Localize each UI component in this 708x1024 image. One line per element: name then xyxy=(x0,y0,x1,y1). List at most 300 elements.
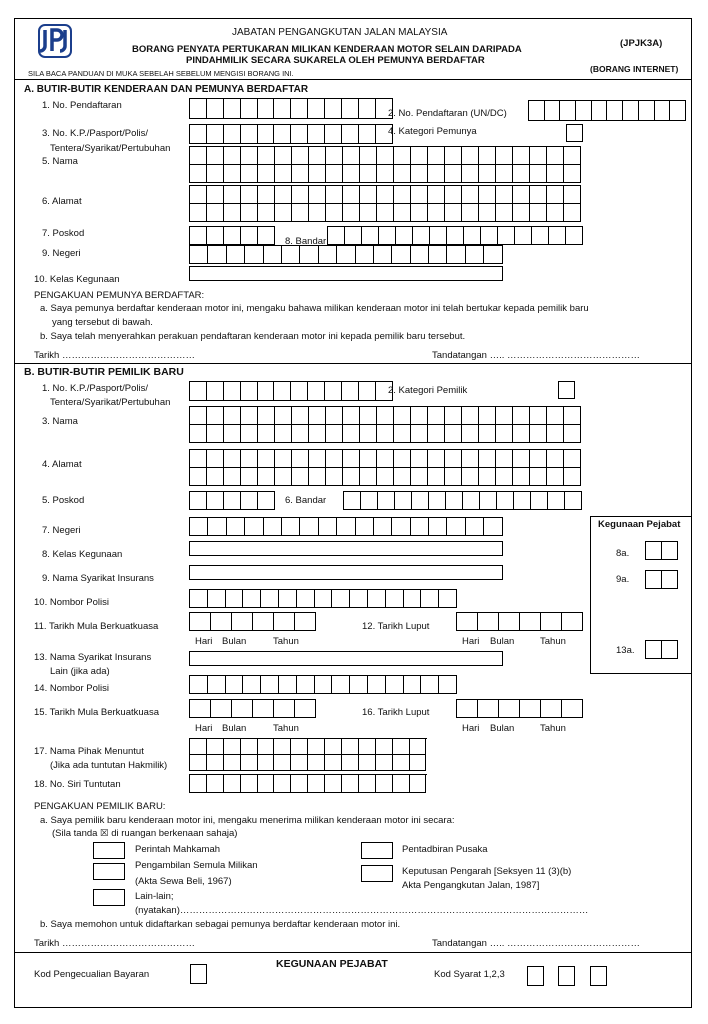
char-box[interactable] xyxy=(258,147,275,165)
char-box[interactable] xyxy=(562,613,583,631)
char-box[interactable] xyxy=(360,186,377,204)
char-box[interactable] xyxy=(315,590,333,608)
char-box[interactable] xyxy=(548,492,565,510)
char-box[interactable] xyxy=(479,186,496,204)
char-box[interactable] xyxy=(484,246,502,264)
field-owner-category[interactable] xyxy=(566,124,583,142)
char-box[interactable] xyxy=(646,542,662,560)
char-box[interactable] xyxy=(207,450,224,468)
char-box[interactable] xyxy=(207,492,224,510)
char-box[interactable] xyxy=(350,590,368,608)
char-box[interactable] xyxy=(428,147,445,165)
char-box[interactable] xyxy=(224,425,241,443)
char-box[interactable] xyxy=(190,518,208,536)
char-box[interactable] xyxy=(639,101,655,121)
char-box[interactable] xyxy=(394,468,411,486)
char-box[interactable] xyxy=(261,676,279,694)
char-box[interactable] xyxy=(275,204,292,222)
char-box[interactable] xyxy=(662,571,678,589)
char-box[interactable] xyxy=(520,613,541,631)
char-box[interactable] xyxy=(224,99,241,119)
char-box[interactable] xyxy=(342,99,359,119)
char-box[interactable] xyxy=(258,755,275,771)
char-box[interactable] xyxy=(241,204,258,222)
field-registration-un-dc[interactable] xyxy=(528,100,686,121)
char-box[interactable] xyxy=(332,676,350,694)
char-box[interactable] xyxy=(309,450,326,468)
char-box[interactable] xyxy=(261,590,279,608)
char-box[interactable] xyxy=(319,246,337,264)
char-box[interactable] xyxy=(308,755,325,771)
char-box[interactable] xyxy=(325,775,342,793)
char-box[interactable] xyxy=(328,227,345,245)
char-box[interactable] xyxy=(300,246,318,264)
char-box[interactable] xyxy=(457,613,478,631)
char-box[interactable] xyxy=(190,775,207,793)
char-box[interactable] xyxy=(564,186,581,204)
condition-code-box-3[interactable] xyxy=(590,966,607,986)
char-box[interactable] xyxy=(343,425,360,443)
char-box[interactable] xyxy=(207,125,224,144)
field-new-city[interactable] xyxy=(343,491,582,510)
char-box[interactable] xyxy=(190,425,207,443)
checkbox-court-order[interactable] xyxy=(93,842,125,859)
char-box[interactable] xyxy=(224,186,241,204)
char-box[interactable] xyxy=(309,468,326,486)
char-box[interactable] xyxy=(325,125,342,144)
char-box[interactable] xyxy=(428,165,445,183)
char-box[interactable] xyxy=(274,99,291,119)
char-box[interactable] xyxy=(274,125,291,144)
field-policy-number[interactable] xyxy=(189,589,457,608)
char-box[interactable] xyxy=(275,407,292,425)
char-box[interactable] xyxy=(428,450,445,468)
char-box[interactable] xyxy=(445,147,462,165)
char-box[interactable] xyxy=(241,775,258,793)
char-box[interactable] xyxy=(360,425,377,443)
char-box[interactable] xyxy=(421,676,439,694)
char-box[interactable] xyxy=(479,425,496,443)
char-box[interactable] xyxy=(411,186,428,204)
char-box[interactable] xyxy=(258,739,275,755)
field-new-postcode[interactable] xyxy=(189,491,275,510)
char-box[interactable] xyxy=(295,700,316,718)
char-box[interactable] xyxy=(547,147,564,165)
field-other-expiry-date[interactable] xyxy=(456,699,583,718)
char-box[interactable] xyxy=(326,165,343,183)
char-box[interactable] xyxy=(207,99,224,119)
char-box[interactable] xyxy=(208,518,226,536)
char-box[interactable] xyxy=(530,425,547,443)
char-box[interactable] xyxy=(530,468,547,486)
char-box[interactable] xyxy=(325,99,342,119)
char-box[interactable] xyxy=(496,147,513,165)
char-box[interactable] xyxy=(466,518,484,536)
char-box[interactable] xyxy=(447,227,464,245)
char-box[interactable] xyxy=(343,165,360,183)
char-box[interactable] xyxy=(376,755,393,771)
char-box[interactable] xyxy=(462,204,479,222)
char-box[interactable] xyxy=(342,755,359,771)
char-box[interactable] xyxy=(411,450,428,468)
checkbox-estate-administration[interactable] xyxy=(361,842,393,859)
char-box[interactable] xyxy=(326,450,343,468)
char-box[interactable] xyxy=(207,204,224,222)
char-box[interactable] xyxy=(411,518,429,536)
char-box[interactable] xyxy=(532,227,549,245)
char-box[interactable] xyxy=(411,165,428,183)
char-box[interactable] xyxy=(479,407,496,425)
field-new-state[interactable] xyxy=(189,517,503,536)
field-expiry-date[interactable] xyxy=(456,612,583,631)
char-box[interactable] xyxy=(410,739,427,755)
char-box[interactable] xyxy=(428,425,445,443)
char-box[interactable] xyxy=(190,492,207,510)
char-box[interactable] xyxy=(359,382,376,401)
char-box[interactable] xyxy=(343,186,360,204)
char-box[interactable] xyxy=(394,204,411,222)
char-box[interactable] xyxy=(496,204,513,222)
char-box[interactable] xyxy=(549,227,566,245)
char-box[interactable] xyxy=(498,227,515,245)
char-box[interactable] xyxy=(258,425,275,443)
char-box[interactable] xyxy=(513,425,530,443)
char-box[interactable] xyxy=(429,518,447,536)
char-box[interactable] xyxy=(208,246,226,264)
owner-date-field[interactable]: Tarikh …………………………………… xyxy=(34,350,195,361)
char-box[interactable] xyxy=(377,450,394,468)
char-box[interactable] xyxy=(496,450,513,468)
char-box[interactable] xyxy=(445,425,462,443)
char-box[interactable] xyxy=(411,468,428,486)
field-other-insurance[interactable] xyxy=(189,651,503,666)
char-box[interactable] xyxy=(253,700,274,718)
char-box[interactable] xyxy=(374,246,392,264)
char-box[interactable] xyxy=(309,186,326,204)
char-box[interactable] xyxy=(377,186,394,204)
char-box[interactable] xyxy=(394,450,411,468)
char-box[interactable] xyxy=(360,165,377,183)
char-box[interactable] xyxy=(291,99,308,119)
char-box[interactable] xyxy=(514,492,531,510)
char-box[interactable] xyxy=(241,382,258,401)
char-box[interactable] xyxy=(513,204,530,222)
char-box[interactable] xyxy=(308,99,325,119)
char-box[interactable] xyxy=(241,165,258,183)
char-box[interactable] xyxy=(411,147,428,165)
char-box[interactable] xyxy=(190,125,207,144)
char-box[interactable] xyxy=(411,204,428,222)
char-box[interactable] xyxy=(377,165,394,183)
char-box[interactable] xyxy=(190,246,208,264)
field-new-owner-name[interactable] xyxy=(189,406,581,443)
char-box[interactable] xyxy=(411,425,428,443)
char-box[interactable] xyxy=(479,165,496,183)
char-box[interactable] xyxy=(428,204,445,222)
char-box[interactable] xyxy=(224,492,241,510)
char-box[interactable] xyxy=(457,700,478,718)
char-box[interactable] xyxy=(325,755,342,771)
char-box[interactable] xyxy=(439,676,457,694)
char-box[interactable] xyxy=(576,101,592,121)
char-box[interactable] xyxy=(393,775,410,793)
char-box[interactable] xyxy=(208,676,226,694)
char-box[interactable] xyxy=(496,468,513,486)
char-box[interactable] xyxy=(275,425,292,443)
char-box[interactable] xyxy=(207,186,224,204)
char-box[interactable] xyxy=(513,407,530,425)
new-owner-date-field[interactable]: Tarikh …………………………………… xyxy=(34,938,195,949)
char-box[interactable] xyxy=(564,425,581,443)
char-box[interactable] xyxy=(207,165,224,183)
field-claim-serial[interactable] xyxy=(189,774,427,793)
payment-exemption-box[interactable] xyxy=(190,964,207,984)
char-box[interactable] xyxy=(342,125,359,144)
char-box[interactable] xyxy=(275,147,292,165)
char-box[interactable] xyxy=(359,99,376,119)
char-box[interactable] xyxy=(394,425,411,443)
char-box[interactable] xyxy=(275,165,292,183)
char-box[interactable] xyxy=(224,204,241,222)
char-box[interactable] xyxy=(445,407,462,425)
field-new-usage-class[interactable] xyxy=(189,541,503,556)
char-box[interactable] xyxy=(292,204,309,222)
char-box[interactable] xyxy=(394,147,411,165)
char-box[interactable] xyxy=(241,125,258,144)
char-box[interactable] xyxy=(226,676,244,694)
char-box[interactable] xyxy=(497,492,514,510)
office-13a-field[interactable] xyxy=(645,640,678,659)
char-box[interactable] xyxy=(292,450,309,468)
char-box[interactable] xyxy=(292,186,309,204)
char-box[interactable] xyxy=(499,700,520,718)
char-box[interactable] xyxy=(325,382,342,401)
char-box[interactable] xyxy=(447,246,465,264)
char-box[interactable] xyxy=(430,227,447,245)
char-box[interactable] xyxy=(207,425,224,443)
char-box[interactable] xyxy=(359,775,376,793)
char-box[interactable] xyxy=(530,407,547,425)
char-box[interactable] xyxy=(275,186,292,204)
char-box[interactable] xyxy=(297,676,315,694)
char-box[interactable] xyxy=(308,739,325,755)
char-box[interactable] xyxy=(275,468,292,486)
char-box[interactable] xyxy=(360,468,377,486)
char-box[interactable] xyxy=(326,425,343,443)
char-box[interactable] xyxy=(190,407,207,425)
char-box[interactable] xyxy=(376,739,393,755)
char-box[interactable] xyxy=(410,755,427,771)
char-box[interactable] xyxy=(274,382,291,401)
char-box[interactable] xyxy=(356,246,374,264)
char-box[interactable] xyxy=(274,613,295,631)
char-box[interactable] xyxy=(478,613,499,631)
field-registration-no[interactable] xyxy=(189,98,393,119)
char-box[interactable] xyxy=(428,468,445,486)
char-box[interactable] xyxy=(479,204,496,222)
char-box[interactable] xyxy=(377,204,394,222)
char-box[interactable] xyxy=(395,492,412,510)
char-box[interactable] xyxy=(359,739,376,755)
char-box[interactable] xyxy=(481,227,498,245)
char-box[interactable] xyxy=(337,518,355,536)
char-box[interactable] xyxy=(207,468,224,486)
char-box[interactable] xyxy=(592,101,608,121)
char-box[interactable] xyxy=(291,382,308,401)
field-postcode[interactable] xyxy=(189,226,275,245)
char-box[interactable] xyxy=(297,590,315,608)
char-box[interactable] xyxy=(462,147,479,165)
char-box[interactable] xyxy=(241,450,258,468)
char-box[interactable] xyxy=(274,739,291,755)
char-box[interactable] xyxy=(513,468,530,486)
char-box[interactable] xyxy=(545,101,561,121)
char-box[interactable] xyxy=(462,165,479,183)
char-box[interactable] xyxy=(224,739,241,755)
char-box[interactable] xyxy=(462,407,479,425)
char-box[interactable] xyxy=(360,147,377,165)
char-box[interactable] xyxy=(513,186,530,204)
char-box[interactable] xyxy=(560,101,576,121)
char-box[interactable] xyxy=(480,492,497,510)
char-box[interactable] xyxy=(282,518,300,536)
char-box[interactable] xyxy=(274,755,291,771)
char-box[interactable] xyxy=(496,425,513,443)
char-box[interactable] xyxy=(356,518,374,536)
char-box[interactable] xyxy=(531,492,548,510)
char-box[interactable] xyxy=(496,407,513,425)
field-new-ic-number[interactable] xyxy=(189,381,393,401)
char-box[interactable] xyxy=(309,165,326,183)
char-box[interactable] xyxy=(429,492,446,510)
char-box[interactable] xyxy=(190,468,207,486)
char-box[interactable] xyxy=(207,227,224,245)
char-box[interactable] xyxy=(445,450,462,468)
checkbox-others[interactable] xyxy=(93,889,125,906)
char-box[interactable] xyxy=(241,755,258,771)
char-box[interactable] xyxy=(479,468,496,486)
char-box[interactable] xyxy=(207,407,224,425)
char-box[interactable] xyxy=(292,425,309,443)
char-box[interactable] xyxy=(226,590,244,608)
char-box[interactable] xyxy=(292,165,309,183)
field-claimant-name[interactable] xyxy=(189,738,427,771)
office-8a-field[interactable] xyxy=(645,541,678,560)
char-box[interactable] xyxy=(564,204,581,222)
char-box[interactable] xyxy=(224,468,241,486)
char-box[interactable] xyxy=(342,382,359,401)
char-box[interactable] xyxy=(326,147,343,165)
char-box[interactable] xyxy=(396,227,413,245)
char-box[interactable] xyxy=(447,518,465,536)
char-box[interactable] xyxy=(547,165,564,183)
char-box[interactable] xyxy=(377,147,394,165)
char-box[interactable] xyxy=(499,613,520,631)
char-box[interactable] xyxy=(513,147,530,165)
char-box[interactable] xyxy=(464,227,481,245)
field-owner-address[interactable] xyxy=(189,185,581,222)
char-box[interactable] xyxy=(394,165,411,183)
field-state[interactable] xyxy=(189,245,503,264)
checkbox-repossession[interactable] xyxy=(93,863,125,880)
char-box[interactable] xyxy=(190,382,207,401)
char-box[interactable] xyxy=(393,755,410,771)
char-box[interactable] xyxy=(484,518,502,536)
char-box[interactable] xyxy=(343,147,360,165)
char-box[interactable] xyxy=(292,407,309,425)
char-box[interactable] xyxy=(300,518,318,536)
char-box[interactable] xyxy=(646,571,662,589)
char-box[interactable] xyxy=(232,613,253,631)
char-box[interactable] xyxy=(359,755,376,771)
office-9a-field[interactable] xyxy=(645,570,678,589)
char-box[interactable] xyxy=(292,468,309,486)
char-box[interactable] xyxy=(224,125,241,144)
char-box[interactable] xyxy=(564,450,581,468)
char-box[interactable] xyxy=(227,518,245,536)
field-owner-name[interactable] xyxy=(189,146,581,183)
char-box[interactable] xyxy=(241,186,258,204)
char-box[interactable] xyxy=(258,125,275,144)
char-box[interactable] xyxy=(394,407,411,425)
condition-code-box-2[interactable] xyxy=(558,966,575,986)
char-box[interactable] xyxy=(530,165,547,183)
char-box[interactable] xyxy=(190,450,207,468)
char-box[interactable] xyxy=(386,676,404,694)
char-box[interactable] xyxy=(291,739,308,755)
char-box[interactable] xyxy=(462,450,479,468)
char-box[interactable] xyxy=(245,246,263,264)
char-box[interactable] xyxy=(224,165,241,183)
char-box[interactable] xyxy=(386,590,404,608)
char-box[interactable] xyxy=(241,99,258,119)
char-box[interactable] xyxy=(513,450,530,468)
char-box[interactable] xyxy=(264,518,282,536)
char-box[interactable] xyxy=(342,739,359,755)
char-box[interactable] xyxy=(308,125,325,144)
char-box[interactable] xyxy=(295,613,316,631)
char-box[interactable] xyxy=(224,227,241,245)
char-box[interactable] xyxy=(208,590,226,608)
char-box[interactable] xyxy=(190,590,208,608)
char-box[interactable] xyxy=(274,775,291,793)
char-box[interactable] xyxy=(190,99,207,119)
char-box[interactable] xyxy=(332,590,350,608)
char-box[interactable] xyxy=(360,204,377,222)
char-box[interactable] xyxy=(410,775,427,793)
char-box[interactable] xyxy=(566,227,583,245)
char-box[interactable] xyxy=(292,147,309,165)
char-box[interactable] xyxy=(496,165,513,183)
char-box[interactable] xyxy=(376,775,393,793)
char-box[interactable] xyxy=(258,450,275,468)
char-box[interactable] xyxy=(343,204,360,222)
char-box[interactable] xyxy=(350,676,368,694)
char-box[interactable] xyxy=(496,186,513,204)
char-box[interactable] xyxy=(392,246,410,264)
char-box[interactable] xyxy=(445,204,462,222)
char-box[interactable] xyxy=(359,125,376,144)
char-box[interactable] xyxy=(207,382,224,401)
checkbox-director-decision[interactable] xyxy=(361,865,393,882)
char-box[interactable] xyxy=(279,676,297,694)
option-others-specify[interactable]: (nyatakan)………………………………………………………………………………………………………………… xyxy=(135,905,589,916)
char-box[interactable] xyxy=(368,676,386,694)
char-box[interactable] xyxy=(413,227,430,245)
field-ic-number[interactable] xyxy=(189,124,393,144)
char-box[interactable] xyxy=(377,468,394,486)
char-box[interactable] xyxy=(211,613,232,631)
